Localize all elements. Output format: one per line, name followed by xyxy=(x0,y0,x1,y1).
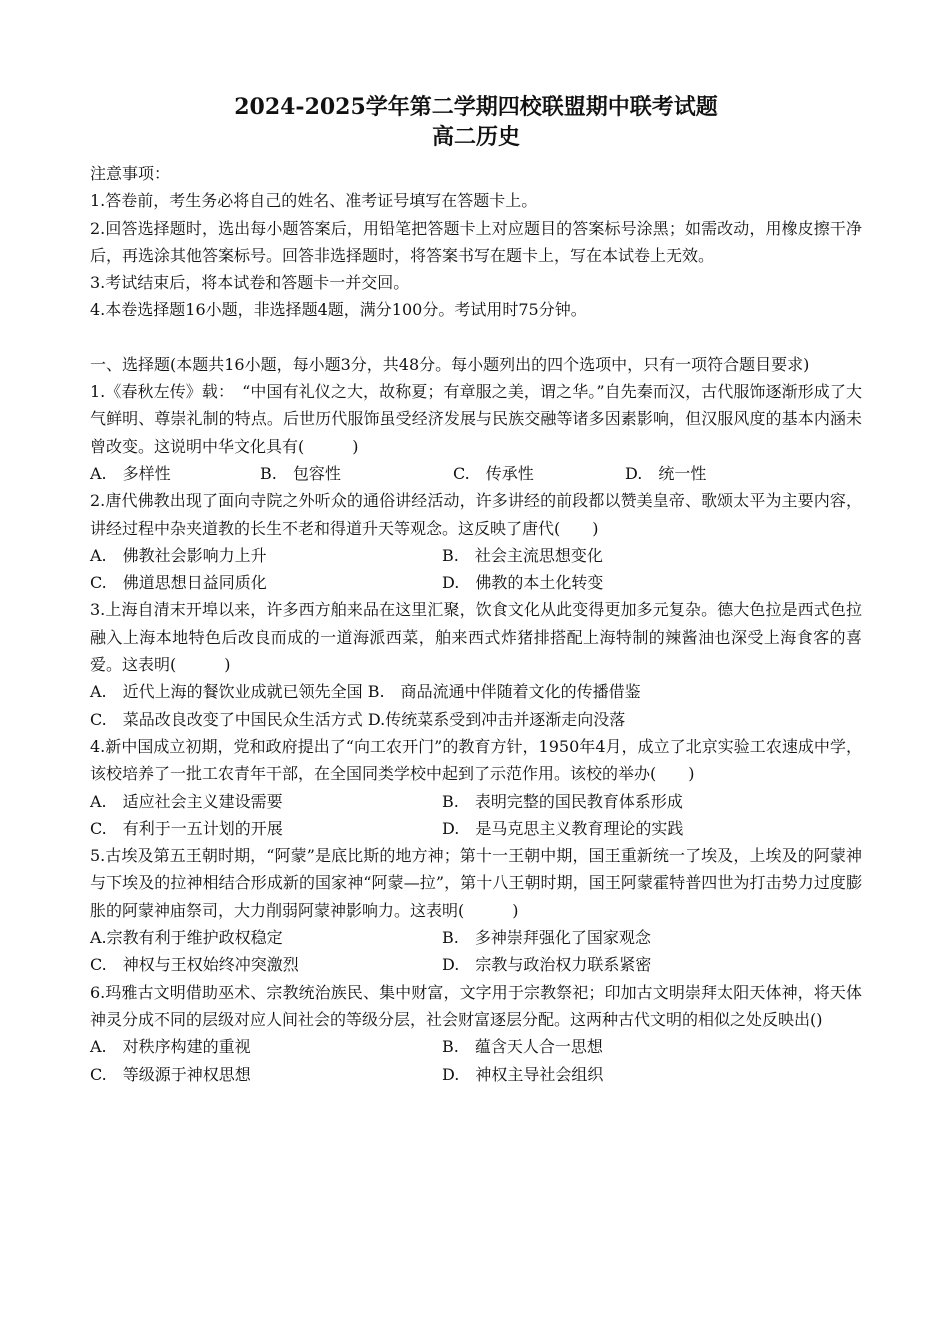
option-a: A. 多样性 xyxy=(90,463,171,483)
option-c: C. 佛道思想日益同质化 xyxy=(90,573,267,593)
question-options xyxy=(90,542,862,597)
question-options xyxy=(90,460,862,487)
option-b: B. 社会主流思想变化 xyxy=(442,545,603,565)
exam-page xyxy=(90,92,862,1088)
exam-subject: 高二历史 xyxy=(431,124,520,150)
question-stem: 2.唐代佛教出现了面向寺院之外听众的通俗讲经活动，许多讲经的前段都以赞美皇帝、歌颂太平为主要内容，讲经过程中杂夹道教的长生不老和得道升天等观念。这反映了唐代( ) xyxy=(90,491,862,538)
option-d: D. 宗教与政治权力联系紧密 xyxy=(442,955,652,975)
question-stem: 1.《春秋左传》载： “中国有礼仪之大，故称夏；有章服之美，谓之华。”自先秦而汉，古代服饰逐渐形成了大气鲜明、尊崇礼制的特点。后世历代服饰虽受经济发展与民族交融等诸多因素影响，但汉服风度的基本内涵未曾改变。这说明中华文化具有( ) xyxy=(90,382,862,456)
notice-item: 1.答卷前，考生务必将自己的姓名、准考证号填写在答题卡上。 xyxy=(90,191,538,211)
section-heading: 一、选择题(本题共16小题，每小题3分，共48分。每小题列出的四个选项中，只有一项符合题目要求) xyxy=(90,354,810,374)
question-stem: 4.新中国成立初期，党和政府提出了“向工农开门”的教育方针，1950年4月，成立了北京实验工农速成中学，该校培养了一批工农青年干部，在全国同类学校中起到了示范作用。该校的举办( ) xyxy=(90,736,862,784)
option-c: C. 传承性 xyxy=(453,463,534,483)
question-options xyxy=(90,924,862,979)
question-options xyxy=(90,1033,862,1088)
option-d: D. 是马克思主义教育理论的实践 xyxy=(442,818,684,838)
option-a: A. 适应社会主义建设需要 xyxy=(90,791,283,811)
option-d: D. 佛教的本土化转变 xyxy=(442,573,604,593)
option-b: B. 表明完整的国民教育体系形成 xyxy=(442,791,683,811)
option-d: D. 神权主导社会组织 xyxy=(442,1064,604,1084)
option-c: C. 神权与王权始终冲突激烈 xyxy=(90,955,299,975)
option-c-d: C. 菜品改良改变了中国民众生活方式 D.传统菜系受到冲击并逐渐走向没落 xyxy=(90,709,626,729)
question-stem: 3.上海自清末开埠以来，许多西方舶来品在这里汇聚，饮食文化从此变得更加多元复杂。德大色拉是西式色拉融入上海本地特色后改良而成的一道海派西菜，舶来西式炸猪排搭配上海特制的辣酱油也深受上海食客的喜爱。这表明( ) xyxy=(90,600,862,675)
option-b: B. 蕴含天人合一思想 xyxy=(442,1037,603,1057)
option-b: B. 多神崇拜强化了国家观念 xyxy=(442,928,651,948)
option-a: A. 佛教社会影响力上升 xyxy=(90,545,267,565)
notice-item: 4.本卷选择题16小题，非选择题4题，满分100分。考试用时75分钟。 xyxy=(90,300,587,320)
notice-item: 2.回答选择题时，选出每小题答案后，用铅笔把答题卡上对应题目的答案标号涂黑；如需改动，用橡皮擦干净后，再选涂其他答案标号。回答非选择题时，将答案书写在题卡上，写在本试卷上无效。 xyxy=(90,218,862,265)
option-c: C. 有利于一五计划的开展 xyxy=(90,818,283,838)
option-a: A. 对秩序构建的重视 xyxy=(90,1037,251,1057)
question-stem: 6.玛雅古文明借助巫术、宗教统治族民、集中财富，文字用于宗教祭祀；印加古文明崇拜太阳天体神，将天体神灵分成不同的层级对应人间社会的等级分层，社会财富逐层分配。这两种古代文明的相似之处反映出() xyxy=(90,982,862,1029)
option-a-b: A. 近代上海的餐饮业成就已领先全国 B. 商品流通中伴随着文化的传播借鉴 xyxy=(90,682,641,702)
exam-title: 2024-2025学年第二学期四校联盟期中联考试题 xyxy=(234,94,718,120)
option-c: C. 等级源于神权思想 xyxy=(90,1064,251,1084)
option-a: A.宗教有利于维护政权稳定 xyxy=(90,928,283,948)
option-d: D. 统一性 xyxy=(625,463,707,483)
question-stem: 5.古埃及第五王朝时期，“阿蒙”是底比斯的地方神；第十一王朝中期，国王重新统一了埃及，上埃及的阿蒙神与下埃及的拉神相结合形成新的国家神“阿蒙—拉”，第十八王朝时期，国王阿蒙霍特普四世为打击势力过度膨胀的阿蒙神庙祭司，大力削弱阿蒙神影响力。这表明( ) xyxy=(90,846,862,920)
spacer xyxy=(90,324,862,351)
notice-item: 3.考试结束后，将本试卷和答题卡一并交回。 xyxy=(90,273,410,293)
notice-heading: 注意事项： xyxy=(90,164,171,183)
question-options xyxy=(90,788,862,843)
option-b: B. 包容性 xyxy=(260,463,341,483)
question-options xyxy=(90,678,862,733)
